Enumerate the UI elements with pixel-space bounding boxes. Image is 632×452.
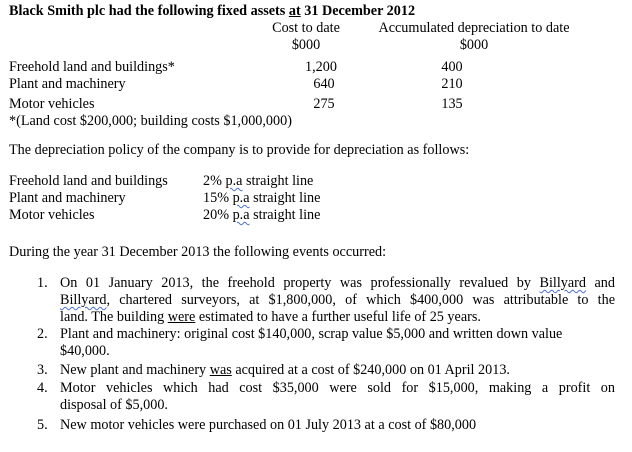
policy-item-rate: 20% p.a straight line <box>203 207 321 223</box>
event-line: Billyard, chartered surveyors, at $1,800,000, of which $400,000 was attributable to the <box>60 292 615 308</box>
events-intro: During the year 31 December 2013 the following events occurred: <box>9 244 387 260</box>
heading-lead: Black Smith plc had the following fixed assets <box>9 3 289 19</box>
asset-cost: 1,200 <box>305 59 337 75</box>
event-line: On 01 January 2013, the freehold property was professionally revalued by Billyard and <box>60 275 615 291</box>
event-line: disposal of $5,000. <box>60 397 168 413</box>
policy-item-name: Plant and machinery <box>9 190 126 206</box>
asset-name: Freehold land and buildings* <box>9 59 175 75</box>
policy-item-name: Freehold land and buildings <box>9 173 168 189</box>
footnote: *(Land cost $200,000; building costs $1,000,000) <box>9 113 292 129</box>
surveyor-name: Billyard <box>539 275 586 291</box>
pa-abbrev: p.a <box>232 190 250 206</box>
dep-header: Accumulated depreciation to date <box>378 20 570 36</box>
event-number: 1. <box>37 275 48 291</box>
pa-abbrev: p.a <box>232 207 250 223</box>
cost-header: Cost to date <box>272 20 340 36</box>
asset-cost: 640 <box>313 76 335 92</box>
policy-item-name: Motor vehicles <box>9 207 95 223</box>
event-line: Plant and machinery: original cost $140,000, scrap value $5,000 and written down value <box>60 326 563 342</box>
grammar-flag: was <box>209 362 232 378</box>
cost-unit: $000 <box>291 37 321 53</box>
event-line: New plant and machinery was acquired at a cost of $240,000 on 01 April 2013. <box>60 362 510 378</box>
pa-abbrev: p.a <box>225 173 243 189</box>
heading-at: at <box>288 3 301 19</box>
grammar-flag: were <box>167 309 196 325</box>
asset-dep: 135 <box>441 96 463 112</box>
asset-dep: 210 <box>441 76 463 92</box>
event-line: $40,000. <box>60 343 110 359</box>
event-line: New motor vehicles were purchased on 01 July 2013 at a cost of $80,000 <box>60 417 477 433</box>
asset-dep: 400 <box>441 59 463 75</box>
event-number: 4. <box>37 380 48 396</box>
asset-name: Plant and machinery <box>9 76 126 92</box>
event-number: 3. <box>37 362 48 378</box>
heading <box>9 3 415 19</box>
asset-name: Motor vehicles <box>9 96 95 112</box>
asset-cost: 275 <box>313 96 335 112</box>
policy-item-rate: 2% p.a straight line <box>203 173 314 189</box>
event-line: Motor vehicles which had cost $35,000 were sold for $15,000, making a profit on <box>60 380 615 396</box>
event-number: 2. <box>37 326 48 342</box>
dep-unit: $000 <box>459 37 489 53</box>
event-line: land. The building were estimated to have a further useful life of 25 years. <box>60 309 481 325</box>
policy-item-rate: 15% p.a straight line <box>203 190 321 206</box>
surveyor-name: Billyard <box>60 292 107 308</box>
heading-date: 31 December 2012 <box>300 3 416 19</box>
policy-intro: The depreciation policy of the company is to provide for depreciation as follows: <box>9 142 470 158</box>
event-number: 5. <box>37 417 48 433</box>
